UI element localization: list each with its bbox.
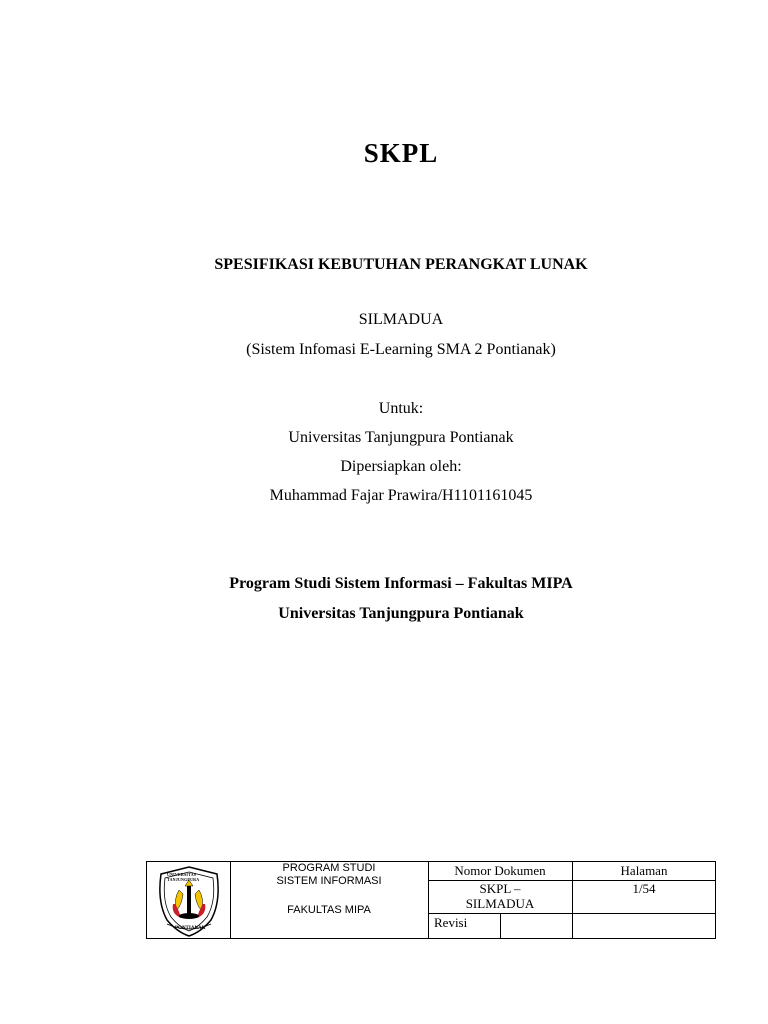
faculty-label: FAKULTAS MIPA (287, 904, 371, 916)
logo-text-top: UNIVERSITAS TANJUNGPURA (167, 872, 200, 882)
doc-number-value-line2: SILMADUA (465, 896, 535, 911)
program-line2: SISTEM INFORMASI (276, 875, 382, 887)
university-line: Universitas Tanjungpura Pontianak (278, 605, 524, 622)
university-logo (149, 864, 229, 938)
page-value: 1/54 (632, 881, 656, 896)
doc-number-label: Nomor Dokumen (454, 863, 546, 878)
prepared-label: Dipersiapkan oleh: (340, 458, 462, 475)
page-label: Halaman (620, 863, 668, 878)
revision-label: Revisi (434, 915, 468, 930)
program-line: Program Studi Sistem Informasi – Fakultas MIPA (229, 575, 573, 592)
divider (500, 913, 501, 938)
system-name: SILMADUA (358, 311, 444, 328)
doc-number-value-line1: SKPL – (479, 881, 521, 896)
prepared-value: Muhammad Fajar Prawira/H1101161045 (269, 487, 533, 504)
document-subtitle: SPESIFIKASI KEBUTUHAN PERANGKAT LUNAK (214, 256, 588, 273)
divider (428, 913, 716, 914)
logo-text-bottom: PONTIANAK (175, 926, 206, 931)
program-line1: PROGRAM STUDI (282, 862, 376, 874)
system-description: (Sistem Infomasi E-Learning SMA 2 Pontianak) (246, 341, 556, 358)
for-value: Universitas Tanjungpura Pontianak (288, 429, 514, 446)
for-label: Untuk: (378, 400, 424, 417)
footer-table (146, 861, 716, 939)
document-title: SKPL (363, 138, 439, 168)
